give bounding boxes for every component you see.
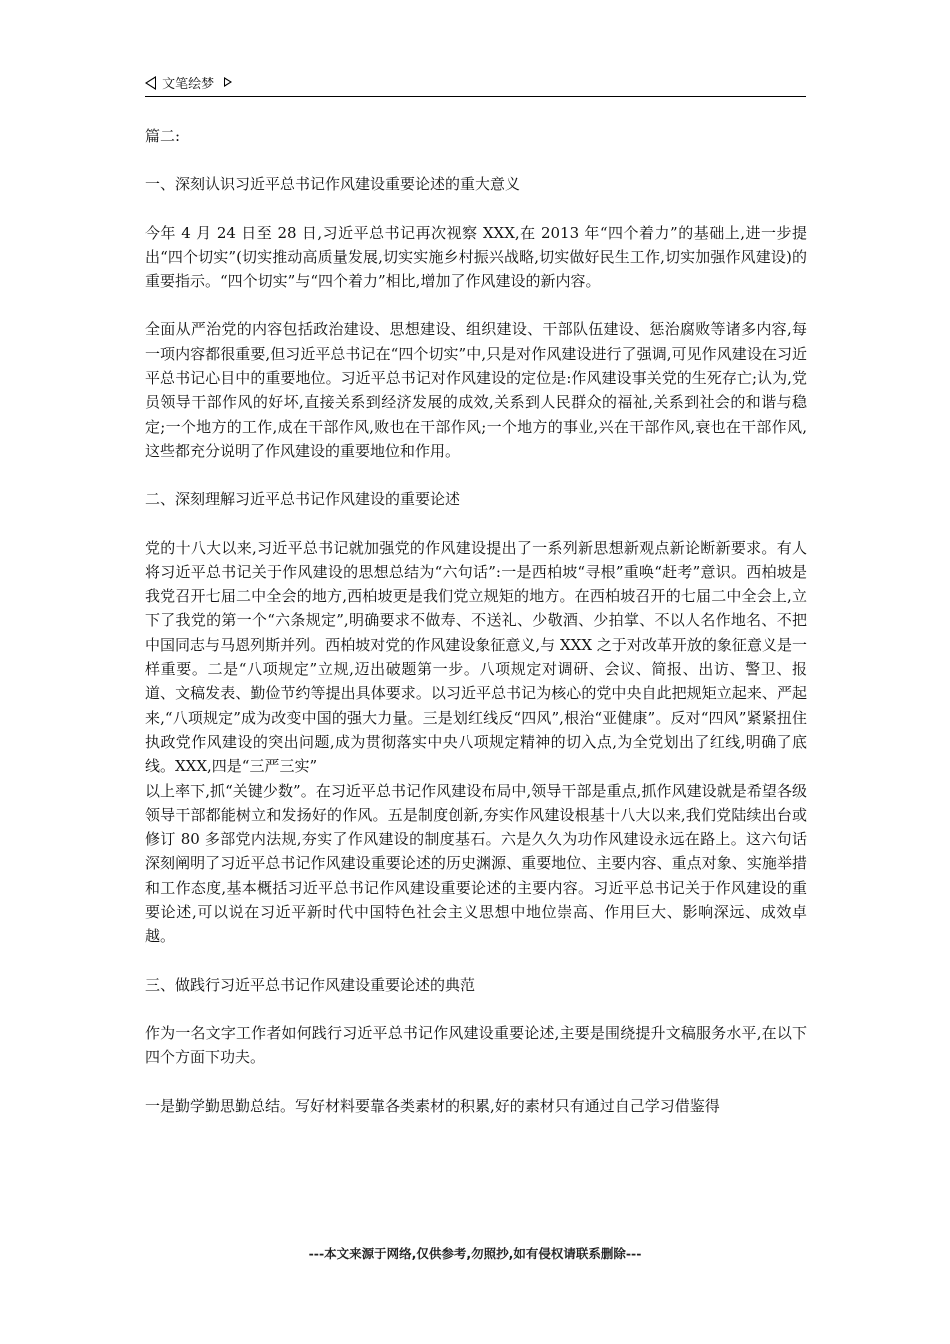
heading-one: 一、深刻认识习近平总书记作风建设重要论述的重大意义 bbox=[145, 175, 521, 194]
header-brand: 文笔绘梦 bbox=[162, 77, 215, 92]
paragraph: 作为一名文字工作者如何践行习近平总书记作风建设重要论述,主要是围绕提升文稿服务水平,在以下四个方面下功夫。 bbox=[145, 1023, 807, 1067]
paragraph: 今年 4 月 24 日至 28 日,习近平总书记再次视察 XXX,在 2013 年“四个着力”的基础上,进一步提出“四个切实”(切实推动高质量发展,切实实施乡村振兴战略,切实做好民生工作,切实加强作风建设)的重要指示。“四个切实”与“四个着力”相比,增加了作风建设的新内容。 bbox=[145, 223, 807, 291]
paragraph: 一是勤学勤思勤总结。写好材料要靠各类素材的积累,好的素材只有通过自己学习借鉴得 bbox=[145, 1096, 720, 1115]
page-header bbox=[145, 74, 806, 97]
paragraph: 党的十八大以来,习近平总书记就加强党的作风建设提出了一系列新思想新观点新论断新要求。有人将习近平总书记关于作风建设的思想总结为“六句话”:一是西柏坡“寻根”重唤“赶考”意识。西柏坡是我党召开七届二中全会的地方,西柏坡更是我们党立规矩的地方。在西柏坡召开的七届二中全会上,立下了我党的第一个“六条规定”,明确要求不做寿、不送礼、少敬酒、少拍掌、不以人名作地名、不把中国同志与马恩列斯并列。西柏坡对党的作风建设象征意义,与 XXX 之于对改革开放的象征意义是一样重要。二是“八项规定”立规,迈出破题第一步。八项规定对调研、会议、简报、出访、警卫、报道、文稿发表、勤俭节约等提出具体要求。以习近平总书记为核心的党中央自此把规矩立起来、严起来,“八项规定”成为改变中国的强大力量。三是划红线反“四风”,根治“亚健康”。反对“四风”紧紧扭住执政党作风建设的突出问题,成为贯彻落实中央八项规定精神的切入点,为全党划出了红线,明确了底线。XXX,四是“三严三实” bbox=[145, 538, 807, 776]
heading-three: 三、做践行习近平总书记作风建设重要论述的典范 bbox=[145, 975, 476, 994]
paragraph: 以上率下,抓“关键少数”。在习近平总书记作风建设布局中,领导干部是重点,抓作风建设就是希望各级领导干部都能树立和发扬好的作风。五是制度创新,夯实作风建设根基十八大以来,我们党陆续出台或修订 80 多部党内法规,夯实了作风建设的制度基石。六是久久为功作风建设永远在路上。这六句话深刻阐明了习近平总书记作风建设重要论述的历史渊源、重要地位、主要内容、重点对象、实施举措和工作态度,基本概括习近平总书记作风建设重要论述的主要内容。习近平总书记关于作风建设的重要论述,可以说在习近平新时代中国特色社会主义思想中地位崇高、作用巨大、影响深远、成效卓越。 bbox=[145, 781, 807, 946]
section-label: 篇二: bbox=[145, 127, 181, 145]
triangle-right-icon bbox=[224, 77, 232, 87]
triangle-left-icon bbox=[145, 76, 156, 90]
heading-two: 二、深刻理解习近平总书记作风建设的重要论述 bbox=[145, 490, 461, 509]
footer-notice: ---本文来源于网络,仅供参考,勿照抄,如有侵权请联系删除--- bbox=[308, 1246, 642, 1261]
paragraph: 全面从严治党的内容包括政治建设、思想建设、组织建设、干部队伍建设、惩治腐败等诸多内容,每一项内容都很重要,但习近平总书记在“四个切实”中,只是对作风建设进行了强调,可见作风建设在习近平总书记心目中的重要地位。习近平总书记对作风建设的定位是:作风建设事关党的生死存亡;认为,党员领导干部作风的好坏,直接关系到经济发展的成效,关系到人民群众的福祉,关系到社会的和谐与稳定;一个地方的工作,成在干部作风,败也在干部作风;一个地方的事业,兴在干部作风,衰也在干部作风,这些都充分说明了作风建设的重要地位和作用。 bbox=[145, 320, 807, 460]
document-body bbox=[145, 124, 807, 1118]
